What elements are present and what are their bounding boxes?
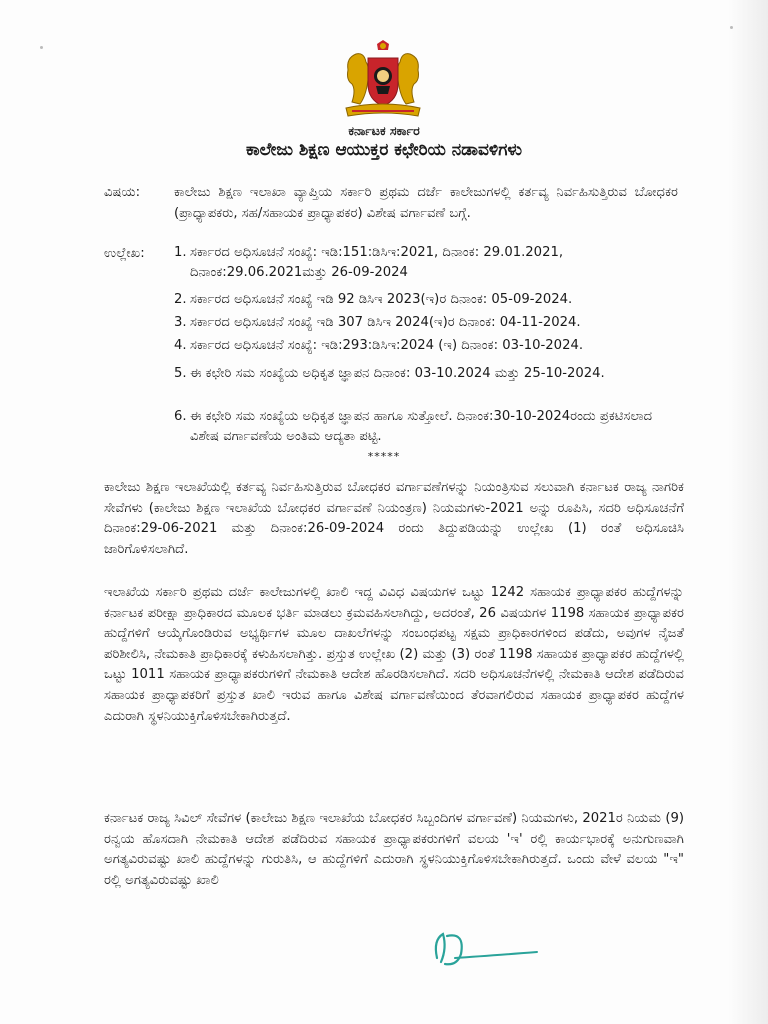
scan-speck bbox=[730, 26, 733, 29]
signature-mark bbox=[425, 918, 545, 978]
reference-text: ಈ ಕಛೇರಿ ಸಮ ಸಂಖ್ಯೆಯ ಅಧಿಕೃತ ಜ್ಞಾಪನ ಹಾಗೂ ಸುತ್ತೋಲೆ. ದಿನಾಂಕ:30-10-2024ರಂದು ಪ್ರಕಟಿಸಲಾದ ವಿಶೇಷ ವರ್ಗಾವಣೆಯ ಅಂತಿಮ ಆದ್ಯತಾ ಪಟ್ಟಿ. bbox=[190, 409, 653, 444]
reference-text: ಸರ್ಕಾರದ ಅಧಿಸೂಚನೆ ಸಂಖ್ಯೆ ಇಡಿ 92 ಡಿಸಿಇ 2023(ಇ)ರ ದಿನಾಂಕ: 05-09-2024. bbox=[190, 292, 573, 307]
reference-label: ಉಲ್ಲೇಖ: bbox=[104, 246, 145, 261]
reference-text: ಸರ್ಕಾರದ ಅಧಿಸೂಚನೆ ಸಂಖ್ಯೆ: ಇಡಿ:293:ಡಿಸಿಇ:2024 (ಇ) ದಿನಾಂಕ: 03-10-2024. bbox=[190, 338, 584, 353]
scan-speck bbox=[40, 46, 43, 49]
section-separator: ***** bbox=[367, 450, 401, 463]
subject-text: ಕಾಲೇಜು ಶಿಕ್ಷಣ ಇಲಾಖಾ ವ್ಯಾಪ್ತಿಯ ಸರ್ಕಾರಿ ಪ್ರಥಮ ದರ್ಜೆ ಕಾಲೇಜುಗಳಲ್ಲಿ ಕರ್ತವ್ಯ ನಿರ್ವಹಿಸುತ್ತಿರುವ ಬೋಧಕರ (ಪ್ರಾಧ್ಯಾಪಕರು, ಸಹ/ಸಹಾಯಕ ಪ್ರಾಧ್ಯಾಪಕರ) ವಿಶೇಷ ವರ್ಗಾವಣೆ ಬಗ್ಗೆ. bbox=[174, 185, 678, 221]
reference-text: ಸರ್ಕಾರದ ಅಧಿಸೂಚನೆ ಸಂಖ್ಯೆ: ಇಡಿ:151:ಡಿಸಿಇ:2021, ದಿನಾಂಕ: 29.01.2021, ದಿನಾಂಕ:29.06.2021ಮತ್ತು 26-09-2024 bbox=[190, 245, 564, 280]
reference-number: 4. bbox=[174, 338, 187, 353]
karnataka-emblem-icon bbox=[338, 40, 428, 120]
reference-number: 1. bbox=[174, 245, 187, 260]
reference-text: ಈ ಕಛೇರಿ ಸಮ ಸಂಖ್ಯೆಯ ಅಧಿಕೃತ ಜ್ಞಾಪನ ದಿನಾಂಕ: 03-10.2024 ಮತ್ತು 25-10-2024. bbox=[190, 366, 605, 381]
body-paragraph: ಇಲಾಖೆಯ ಸರ್ಕಾರಿ ಪ್ರಥಮ ದರ್ಜೆ ಕಾಲೇಜುಗಳಲ್ಲಿ ಖಾಲಿ ಇದ್ದ ವಿವಿಧ ವಿಷಯಗಳ ಒಟ್ಟು 1242 ಸಹಾಯಕ ಪ್ರಾಧ್ಯಾಪಕರ ಹುದ್ದೆಗಳನ್ನು ಕರ್ನಾಟಕ ಪರೀಕ್ಷಾ ಪ್ರಾಧಿಕಾರದ ಮೂಲಕ ಭರ್ತಿ ಮಾಡಲು ಕ್ರಮವಹಿಸಲಾಗಿದ್ದು, ಅದರಂತೆ, 26 ವಿಷಯಗಳ 1198 ಸಹಾಯಕ ಪ್ರಾಧ್ಯಾಪಕರ ಹುದ್ದೆಗಳಿಗೆ ಆಯ್ಕೆಗೊಂಡಿರುವ ಅಭ್ಯರ್ಥಿಗಳ ಮೂಲ ದಾಖಲೆಗಳನ್ನು ಸಂಬಂಧಪಟ್ಟ ಸಕ್ಷಮ ಪ್ರಾಧಿಕಾರಗಳಿಂದ ಪಡೆದು, ಅವುಗಳ ನೈಜತೆ ಪರಿಶೀಲಿಸಿ, ನೇಮಕಾತಿ ಪ್ರಾಧಿಕಾರಕ್ಕೆ ಕಳುಹಿಸಲಾಗಿತ್ತು. ಪ್ರಸ್ತುತ ಉಲ್ಲೇಖ (2) ಮತ್ತು (3) ರಂತೆ 1198 ಸಹಾಯಕ ಪ್ರಾಧ್ಯಾಪಕರ ಹುದ್ದೆಗಳಲ್ಲಿ ಒಟ್ಟು 1011 ಸಹಾಯಕ ಪ್ರಾಧ್ಯಾಪಕರುಗಳಿಗೆ ನೇಮಕಾತಿ ಆದೇಶ ಹೊರಡಿಸಲಾಗಿದೆ. ಸದರಿ ಅಧಿಸೂಚನೆಗಳಲ್ಲಿ ನೇಮಕಾತಿ ಆದೇಶ ಪಡೆದಿರುವ ಸಹಾಯಕ ಪ್ರಾಧ್ಯಾಪಕರಿಗೆ ಪ್ರಸ್ತುತ ಖಾಲಿ ಇರುವ ಹಾಗೂ ವಿಶೇಷ ವರ್ಗಾವಣೆಯಿಂದ ತೆರವಾಗಲಿರುವ ಸಹಾಯಕ ಪ್ರಾಧ್ಯಾಪಕರ ಹುದ್ದೆಗಳ ಎದುರಾಗಿ ಸ್ಥಳನಿಯುಕ್ತಿಗೊಳಿಸಬೇಕಾಗಿರುತ್ತದೆ. bbox=[104, 585, 684, 724]
reference-text: ಸರ್ಕಾರದ ಅಧಿಸೂಚನೆ ಸಂಖ್ಯೆ ಇಡಿ 307 ಡಿಸಿಇ 2024(ಇ)ರ ದಿನಾಂಕ: 04-11-2024. bbox=[190, 315, 581, 330]
government-name: ಕರ್ನಾಟಕ ಸರ್ಕಾರ bbox=[348, 123, 420, 138]
body-paragraph: ಕರ್ನಾಟಕ ರಾಜ್ಯ ಸಿವಿಲ್ ಸೇವೆಗಳ (ಕಾಲೇಜು ಶಿಕ್ಷಣ ಇಲಾಖೆಯ ಬೋಧಕರ ಸಿಬ್ಬಂದಿಗಳ ವರ್ಗಾವಣೆ) ನಿಯಮಗಳು, 2021ರ ನಿಯಮ (9) ರನ್ವಯ ಹೊಸದಾಗಿ ನೇಮಕಾತಿ ಆದೇಶ ಪಡೆದಿರುವ ಸಹಾಯಕ ಪ್ರಾಧ್ಯಾಪಕರುಗಳಿಗೆ ವಲಯ 'ಇ' ರಲ್ಲಿ ಕಾರ್ಯಭಾರಕ್ಕೆ ಅನುಗುಣವಾಗಿ ಅಗತ್ಯವಿರುವಷ್ಟು ಖಾಲಿ ಹುದ್ದೆಗಳನ್ನು ಗುರುತಿಸಿ, ಆ ಹುದ್ದೆಗಳಿಗೆ ಎದುರಾಗಿ ಸ್ಥಳನಿಯುಕ್ತಿಗೊಳಿಸಬೇಕಾಗಿರುತ್ತದೆ. ಒಂದು ವೇಳೆ ವಲಯ "ಇ" ರಲ್ಲಿ ಅಗತ್ಯವಿರುವಷ್ಟು ಖಾಲಿ bbox=[104, 811, 684, 888]
reference-number: 6. bbox=[174, 409, 187, 424]
body-paragraph: ಕಾಲೇಜು ಶಿಕ್ಷಣ ಇಲಾಖೆಯಲ್ಲಿ ಕರ್ತವ್ಯ ನಿರ್ವಹಿಸುತ್ತಿರುವ ಬೋಧಕರ ವರ್ಗಾವಣೆಗಳನ್ನು ನಿಯಂತ್ರಿಸುವ ಸಲುವಾಗಿ ಕರ್ನಾಟಕ ರಾಜ್ಯ ನಾಗರಿಕ ಸೇವೆಗಳು (ಕಾಲೇಜು ಶಿಕ್ಷಣ ಇಲಾಖೆಯ ಬೋಧಕರ ವರ್ಗಾವಣೆ ನಿಯಂತ್ರಣ) ನಿಯಮಗಳು-2021 ಅನ್ನು ರೂಪಿಸಿ, ಸದರಿ ಅಧಿಸೂಚನೆಗೆ ದಿನಾಂಕ:29-06-2021 ಮತ್ತು ದಿನಾಂಕ:26-09-2024 ರಂದು ತಿದ್ದುಪಡಿಯನ್ನು ಉಲ್ಲೇಖ (1) ರಂತೆ ಅಧಿಸೂಚಿಸಿ ಜಾರಿಗೊಳಿಸಲಾಗಿದೆ. bbox=[104, 480, 684, 557]
reference-number: 2. bbox=[174, 292, 187, 307]
office-title: ಕಾಲೇಜು ಶಿಕ್ಷಣ ಆಯುಕ್ತರ ಕಛೇರಿಯ ನಡಾವಳಿಗಳು bbox=[245, 140, 523, 160]
reference-number: 5. bbox=[174, 366, 187, 381]
subject-label: ವಿಷಯ: bbox=[104, 185, 141, 200]
reference-number: 3. bbox=[174, 315, 187, 330]
